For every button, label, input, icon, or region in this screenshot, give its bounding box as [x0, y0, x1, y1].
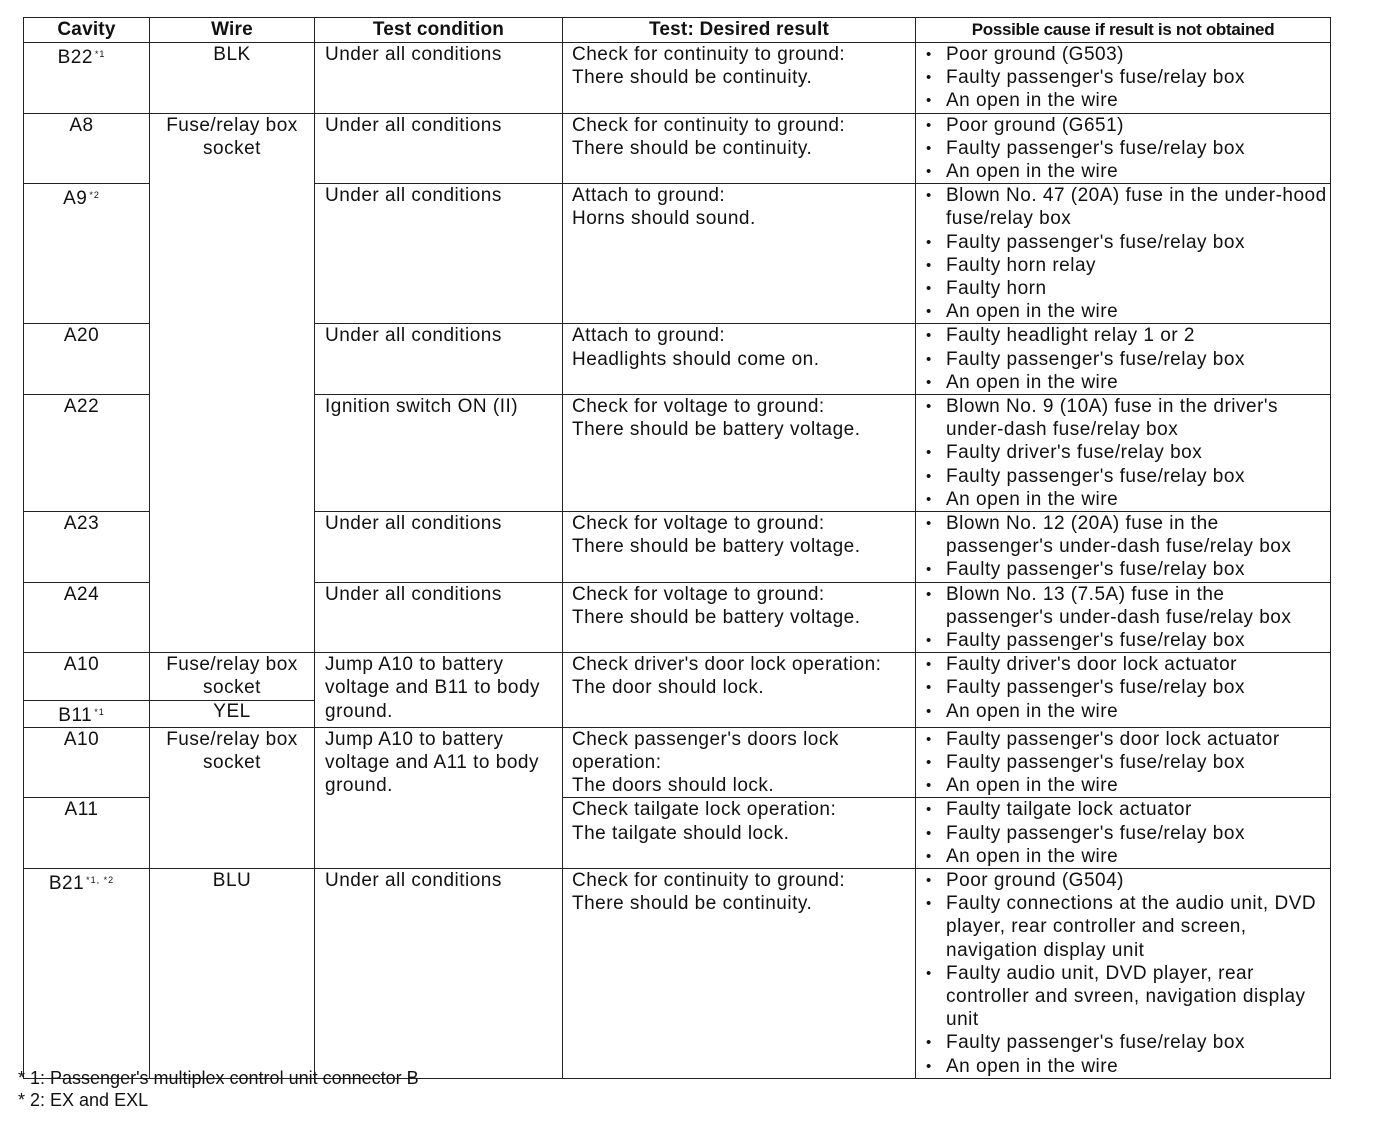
result-line: Check for voltage to ground: — [572, 513, 825, 535]
cavity-label: A9 — [63, 188, 88, 210]
result-line: Check tailgate lock operation: — [572, 799, 837, 821]
cause-item: • Faulty headlight relay 1 or 2 — [926, 324, 1330, 347]
cause-cell — [916, 582, 1331, 653]
result-line: The tailgate should lock. — [572, 822, 790, 844]
cavity-cell — [24, 43, 150, 114]
result-line: The doors should lock. — [572, 775, 775, 797]
result-line: Attach to ground: — [572, 325, 726, 347]
result-line: There should be battery voltage. — [572, 419, 861, 441]
cause-cell — [916, 798, 1331, 869]
result-line: There should be battery voltage. — [572, 536, 861, 558]
result-line: Check for voltage to ground: — [572, 583, 825, 605]
result-cell — [563, 798, 916, 869]
cause-item: • Blown No. 9 (10A) fuse in the driver's under-dash fuse/relay box — [926, 395, 1330, 441]
cause-item: • An open in the wire — [926, 488, 1330, 511]
result-cell — [563, 727, 916, 798]
table-row — [24, 113, 1331, 184]
cause-cell — [916, 512, 1331, 583]
condition-cell: Under all conditions — [315, 868, 563, 1078]
cavity-label: A11 — [64, 799, 99, 821]
condition-cell: Jump A10 to battery voltage and B11 to body ground. — [315, 653, 563, 727]
col-header-wire: Wire — [150, 18, 315, 43]
cavity-cell — [24, 184, 150, 324]
cause-cell — [916, 395, 1331, 512]
footnote-1: * 1: Passenger's multiplex control unit connector B — [18, 1068, 419, 1088]
cause-cell — [916, 113, 1331, 184]
cause-cell — [916, 727, 1331, 798]
result-line: There should be continuity. — [572, 137, 813, 159]
wire-cell: BLU — [150, 868, 315, 1078]
cavity-cell — [24, 868, 150, 1078]
table-row — [24, 43, 1331, 114]
result-line: Check for continuity to ground: — [572, 114, 846, 136]
footnote-ref: *1 — [94, 706, 105, 717]
result-line: Check driver's door lock operation: — [572, 654, 882, 676]
cause-item: • Faulty passenger's fuse/relay box — [926, 751, 1330, 774]
cavity-label: A23 — [63, 513, 100, 535]
footnote-ref: *1 — [94, 49, 106, 59]
condition-cell: Ignition switch ON (II) — [315, 395, 563, 512]
result-cell — [563, 868, 916, 1078]
footnote-2: * 2: EX and EXL — [18, 1090, 149, 1110]
cause-item: • Poor ground (G503) — [926, 43, 1330, 66]
cause-item: • An open in the wire — [926, 774, 1330, 797]
cavity-cell — [24, 395, 150, 512]
cavity-label: A10 — [63, 654, 100, 676]
cause-cell — [916, 868, 1331, 1078]
result-line: Headlights should come on. — [572, 348, 820, 370]
cavity-cell — [24, 324, 150, 395]
cause-item: • Faulty passenger's fuse/relay box — [926, 66, 1330, 89]
cause-item: • Faulty passenger's door lock actuator — [926, 728, 1330, 751]
result-line: There should be battery voltage. — [572, 606, 861, 628]
cavity-cell — [24, 512, 150, 583]
result-line: Horns should sound. — [572, 208, 756, 230]
cavity-label: A8 — [69, 114, 94, 136]
wire-cell: Fuse/relay box socket — [150, 727, 315, 868]
cause-item: • Faulty passenger's fuse/relay box — [926, 465, 1330, 488]
cavity-cell — [24, 113, 150, 184]
cause-item: • Blown No. 47 (20A) fuse in the under-hood fuse/relay box — [926, 184, 1330, 230]
result-line: Check passenger's doors lock operation: — [572, 728, 839, 773]
cause-cell — [916, 324, 1331, 395]
result-line: Check for voltage to ground: — [572, 396, 825, 418]
condition-cell: Under all conditions — [315, 43, 563, 114]
cavity-cell — [24, 653, 150, 700]
cavity-label: A20 — [63, 325, 100, 347]
footnote-ref: *1, *2 — [86, 874, 115, 885]
result-cell — [563, 653, 916, 727]
result-line: There should be continuity. — [572, 67, 813, 89]
result-line: Attach to ground: — [572, 185, 726, 207]
col-header-cause: Possible cause if result is not obtained — [916, 18, 1331, 43]
result-cell — [563, 395, 916, 512]
wire-cell: Fuse/relay box socket — [150, 113, 315, 653]
cavity-label: B11 — [58, 704, 93, 726]
result-cell — [563, 582, 916, 653]
col-header-result: Test: Desired result — [563, 18, 916, 43]
cause-item: • An open in the wire — [926, 1055, 1330, 1078]
result-cell — [563, 324, 916, 395]
cause-item: • Blown No. 12 (20A) fuse in the passenger's under-dash fuse/relay box — [926, 512, 1330, 558]
cavity-cell — [24, 727, 150, 798]
result-cell — [563, 184, 916, 324]
cause-item: • An open in the wire — [926, 300, 1330, 323]
col-header-cavity: Cavity — [24, 18, 150, 43]
footnotes — [18, 1067, 419, 1111]
cavity-cell — [24, 798, 150, 869]
cause-item: • An open in the wire — [926, 845, 1330, 868]
cause-item: • Faulty passenger's fuse/relay box — [926, 137, 1330, 160]
cause-item: • An open in the wire — [926, 160, 1330, 183]
cause-item: • Faulty passenger's fuse/relay box — [926, 629, 1330, 652]
cause-item: • An open in the wire — [926, 700, 1330, 723]
result-cell — [563, 512, 916, 583]
result-cell — [563, 43, 916, 114]
footnote-ref: *2 — [89, 190, 100, 201]
cause-item: • Faulty tailgate lock actuator — [926, 798, 1330, 821]
cause-cell — [916, 184, 1331, 324]
condition-cell: Under all conditions — [315, 324, 563, 395]
condition-cell: Under all conditions — [315, 582, 563, 653]
cause-cell — [916, 653, 1331, 727]
wire-cell: BLK — [150, 43, 315, 114]
cavity-label: A22 — [63, 396, 100, 418]
troubleshooting-table — [23, 17, 1331, 1079]
cause-item: • Poor ground (G504) — [926, 869, 1330, 892]
table-row — [24, 653, 1331, 700]
result-line: There should be continuity. — [572, 893, 813, 915]
condition-cell: Jump A10 to battery voltage and A11 to body ground. — [315, 727, 563, 868]
cause-item: • Faulty passenger's fuse/relay box — [926, 822, 1330, 845]
table-row — [24, 868, 1331, 1078]
cause-item: • Faulty audio unit, DVD player, rear controller and svreen, navigation display unit — [926, 962, 1330, 1032]
cause-item: • Blown No. 13 (7.5A) fuse in the passenger's under-dash fuse/relay box — [926, 583, 1330, 629]
cause-item: • Faulty horn relay — [926, 254, 1330, 277]
cause-item: • Faulty passenger's fuse/relay box — [926, 231, 1330, 254]
result-cell — [563, 113, 916, 184]
cavity-label: B21 — [48, 872, 85, 894]
cause-item: • An open in the wire — [926, 371, 1330, 394]
result-line: The door should lock. — [572, 677, 765, 699]
cavity-cell — [24, 582, 150, 653]
cavity-label: A10 — [63, 728, 100, 750]
table-row — [24, 727, 1331, 798]
cause-cell — [916, 43, 1331, 114]
condition-cell: Under all conditions — [315, 184, 563, 324]
cause-item: • Faulty passenger's fuse/relay box — [926, 348, 1330, 371]
wire-cell: YEL — [150, 700, 315, 727]
condition-cell: Under all conditions — [315, 113, 563, 184]
table-header-row — [24, 18, 1331, 43]
wire-cell: Fuse/relay box socket — [150, 653, 315, 700]
condition-cell: Under all conditions — [315, 512, 563, 583]
cause-item: • Faulty driver's fuse/relay box — [926, 441, 1330, 464]
result-line: Check for continuity to ground: — [572, 44, 846, 65]
cause-item: • Faulty passenger's fuse/relay box — [926, 558, 1330, 581]
cause-item: • Faulty connections at the audio unit, DVD player, rear controller and screen, navigation display unit — [926, 892, 1330, 962]
cause-item: • Faulty horn — [926, 277, 1330, 300]
cavity-label: B22 — [57, 47, 93, 68]
cavity-label: A24 — [63, 583, 100, 605]
cause-item: • An open in the wire — [926, 89, 1330, 112]
cavity-cell — [24, 700, 150, 727]
cause-item: • Poor ground (G651) — [926, 114, 1330, 137]
cause-item: • Faulty passenger's fuse/relay box — [926, 1031, 1330, 1054]
col-header-condition: Test condition — [315, 18, 563, 43]
cause-item: • Faulty passenger's fuse/relay box — [926, 676, 1330, 699]
result-line: Check for continuity to ground: — [572, 869, 846, 891]
cause-item: • Faulty driver's door lock actuator — [926, 653, 1330, 676]
